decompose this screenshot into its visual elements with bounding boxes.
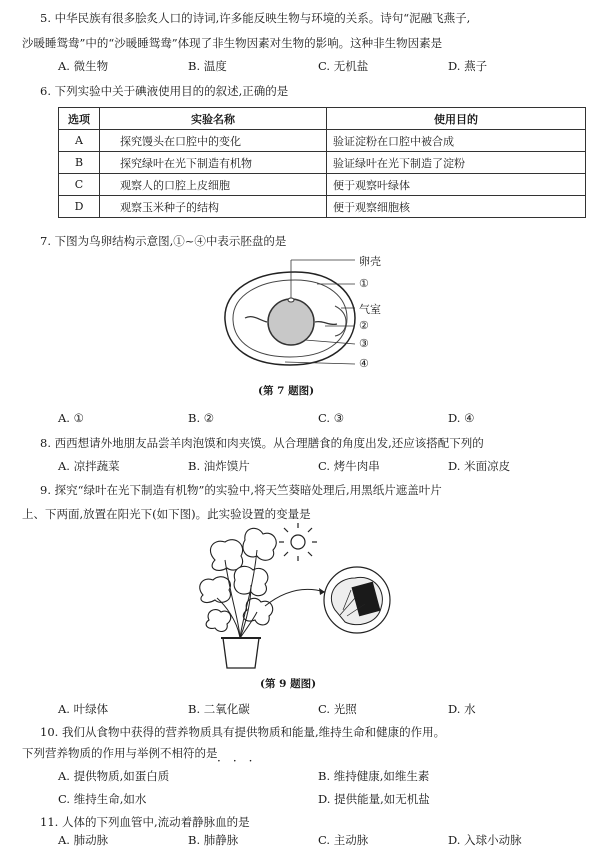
q11-option-c[interactable]: C. 主动脉 xyxy=(318,833,369,847)
arrow xyxy=(265,589,325,606)
egg-diagram xyxy=(205,250,365,380)
table-row xyxy=(59,130,586,152)
chalaza-left xyxy=(245,317,267,322)
emphasis-dots: ··· xyxy=(217,754,265,768)
label-2: ② xyxy=(359,319,369,332)
table-header: 选项 xyxy=(59,108,100,130)
q11-option-a[interactable]: A. 肺动脉 xyxy=(58,833,109,847)
q9-option-b[interactable]: B. 二氧化碳 xyxy=(188,702,250,716)
q9-option-c[interactable]: C. 光照 xyxy=(318,702,357,716)
q5-option-c[interactable]: C. 无机盐 xyxy=(318,59,369,73)
germinal-disc xyxy=(288,298,294,302)
q9-caption: (第 9 题图) xyxy=(260,678,317,690)
label-eggshell: 卵壳 xyxy=(359,255,381,268)
q5-option-a[interactable]: A. 微生物 xyxy=(58,59,109,73)
table-cell: B xyxy=(59,152,100,174)
q6-stem: 6. 下列实验中关于碘液使用目的的叙述,正确的是 xyxy=(40,84,289,98)
table-cell: 便于观察细胞核 xyxy=(327,196,586,218)
q8-option-a[interactable]: A. 凉拌蔬菜 xyxy=(58,459,120,473)
q10-stem-line2: 下列营养物质的作用与举例不相符的是 xyxy=(22,746,218,760)
table-row xyxy=(59,152,586,174)
q5-stem-line1: 5. 中华民族有很多脍炙人口的诗词,许多能反映生物与环境的关系。诗句“泥融飞燕子, xyxy=(40,11,471,25)
table-cell: A xyxy=(59,130,100,152)
q9-option-a[interactable]: A. 叶绿体 xyxy=(58,702,109,716)
q9-option-d[interactable]: D. 水 xyxy=(448,702,476,716)
q5-option-b[interactable]: B. 温度 xyxy=(188,59,227,73)
table-cell: 观察人的口腔上皮细胞 xyxy=(100,174,327,196)
table-header: 实验名称 xyxy=(100,108,327,130)
q7-caption: (第 7 题图) xyxy=(258,385,315,397)
q11-stem: 11. 人体的下列血管中,流动着静脉血的是 xyxy=(40,815,250,829)
label-3: ③ xyxy=(359,337,369,350)
yolk xyxy=(268,299,314,345)
q11-option-d[interactable]: D. 入球小动脉 xyxy=(448,833,522,847)
table-cell: C xyxy=(59,174,100,196)
table-header-row xyxy=(59,108,586,130)
flower-pot xyxy=(223,638,259,668)
q5-option-d[interactable]: D. 燕子 xyxy=(448,59,488,73)
q9-stem-line2: 上、下两面,放置在阳光下(如下图)。此实验设置的变量是 xyxy=(22,507,311,521)
label-4: ④ xyxy=(359,357,369,370)
table-cell: 探究绿叶在光下制造有机物 xyxy=(100,152,327,174)
q7-option-b[interactable]: B. ② xyxy=(188,411,215,425)
chalaza-right xyxy=(315,322,337,325)
table-row xyxy=(59,174,586,196)
table-header: 使用目的 xyxy=(327,108,586,130)
q8-option-d[interactable]: D. 米面凉皮 xyxy=(448,459,511,473)
table-cell: D xyxy=(59,196,100,218)
q10-option-b[interactable]: B. 维持健康,如维生素 xyxy=(318,769,430,783)
label-air-cell: 气室 xyxy=(359,303,381,316)
label-1: ① xyxy=(359,277,369,290)
q10-option-c[interactable]: C. 维持生命,如水 xyxy=(58,792,147,806)
q10-option-d[interactable]: D. 提供能量,如无机盐 xyxy=(318,792,430,806)
geranium-diagram xyxy=(195,520,405,670)
q8-option-c[interactable]: C. 烤牛肉串 xyxy=(318,459,380,473)
table-cell: 验证绿叶在光下制造了淀粉 xyxy=(327,152,586,174)
q7-stem: 7. 下图为鸟卵结构示意图,①~④中表示胚盘的是 xyxy=(40,234,287,248)
q7-option-d[interactable]: D. ④ xyxy=(448,411,475,425)
q11-option-b[interactable]: B. 肺静脉 xyxy=(188,833,239,847)
table-cell: 探究馒头在口腔中的变化 xyxy=(100,130,327,152)
table-cell: 观察玉米种子的结构 xyxy=(100,196,327,218)
table-row xyxy=(59,196,586,218)
q8-option-b[interactable]: B. 油炸馍片 xyxy=(188,459,250,473)
q10-option-a[interactable]: A. 提供物质,如蛋白质 xyxy=(58,769,170,783)
q7-option-c[interactable]: C. ③ xyxy=(318,411,345,425)
sun-icon xyxy=(279,523,317,561)
q9-stem-line1: 9. 探究“绿叶在光下制造有机物”的实验中,将天竺葵暗处理后,用黑纸片遮盖叶片 xyxy=(40,483,442,497)
q7-option-a[interactable]: A. ① xyxy=(58,411,84,425)
table-cell: 验证淀粉在口腔中被合成 xyxy=(327,130,586,152)
plant-leaves xyxy=(200,528,277,631)
q5-stem-line2: 沙暖睡鸳鸯”中的“沙暖睡鸳鸯”体现了非生物因素对生物的影响。这种非生物因素是 xyxy=(22,36,443,50)
q10-stem-line1: 10. 我们从食物中获得的营养物质具有提供物质和能量,维持生命和健康的作用。 xyxy=(40,725,446,739)
table-cell: 便于观察叶绿体 xyxy=(327,174,586,196)
q8-stem: 8. 西西想请外地朋友品尝羊肉泡馍和肉夹馍。从合理膳食的角度出发,还应该搭配下列的 xyxy=(40,436,484,450)
q6-table xyxy=(58,107,586,218)
